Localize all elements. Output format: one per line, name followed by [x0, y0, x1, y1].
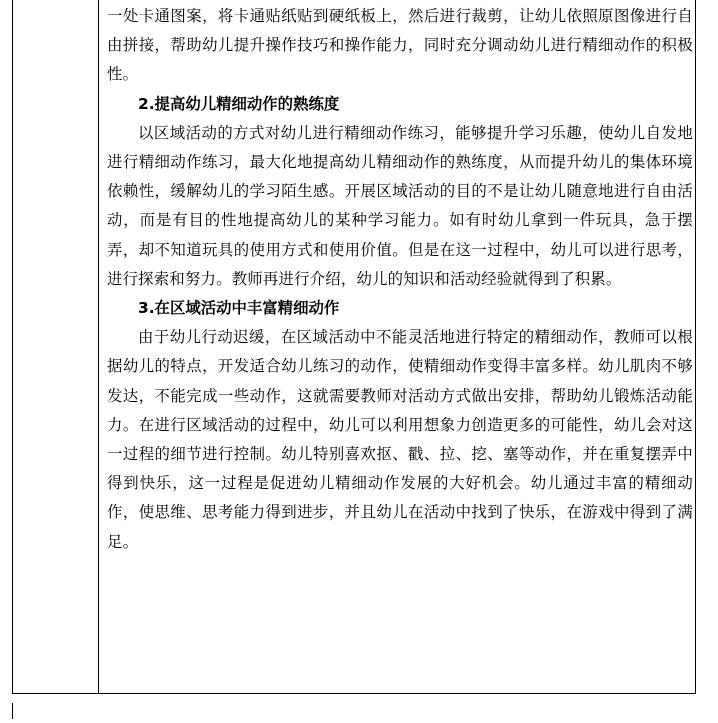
section-2-heading: 2.提高幼儿精细动作的熟练度 [138, 94, 340, 113]
text-cursor [12, 703, 13, 719]
intro-paragraph: 一处卡通图案，将卡通贴纸贴到硬纸板上，然后进行裁剪，让幼儿依照原图像进行自由拼接，帮助幼儿提升操作技巧和操作能力，同时充分调动幼儿进行精细动作的积极性。 [107, 7, 693, 84]
section-3-paragraph: 由于幼儿行动迟缓，在区域活动中不能灵活地进行特定的精细动作，教师可以根据幼儿的特点，开发适合幼儿练习的动作，使精细动作变得丰富多样。幼儿肌肉不够发达，不能完成一些动作，这就需要教师对活动方式做出安排，帮助幼儿锻炼活动能力。在进行区域活动的过程中，幼儿可以利用想象力创造更多的可能性，幼儿会对这一过程的细节进行控制。幼儿特别喜欢抠、戳、拉、挖、塞等动作，并在重复摆弄中得到快乐，这一过程是促进幼儿精细动作发展的大好机会。幼儿通过丰富的精细动作，使思维、思考能力得到进步，并且幼儿在活动中找到了快乐，在游戏中得到了满足。 [107, 328, 693, 551]
left-column-cell[interactable] [13, 0, 99, 693]
section-3-heading: 3.在区域活动中丰富精细动作 [138, 299, 340, 318]
table-frame [12, 0, 696, 694]
section-2-paragraph: 以区域活动的方式对幼儿进行精细动作练习，能够提升学习乐趣，使幼儿自发地进行精细动作练习，最大化地提高幼儿精细动作的熟练度，从而提升幼儿的集体环境依赖性，缓解幼儿的学习陌生感。开展区域活动的目的不是让幼儿随意地进行自由活动，而是有目的性地提高幼儿的某种学习能力。如有时幼儿拿到一件玩具，急于摆弄，却不知道玩具的使用方式和使用价值。但是在这一过程中，幼儿可以进行思考，进行探索和努力。教师再进行介绍，幼儿的知识和活动经验就得到了积累。 [107, 123, 693, 288]
content-cell[interactable] [107, 2, 693, 557]
